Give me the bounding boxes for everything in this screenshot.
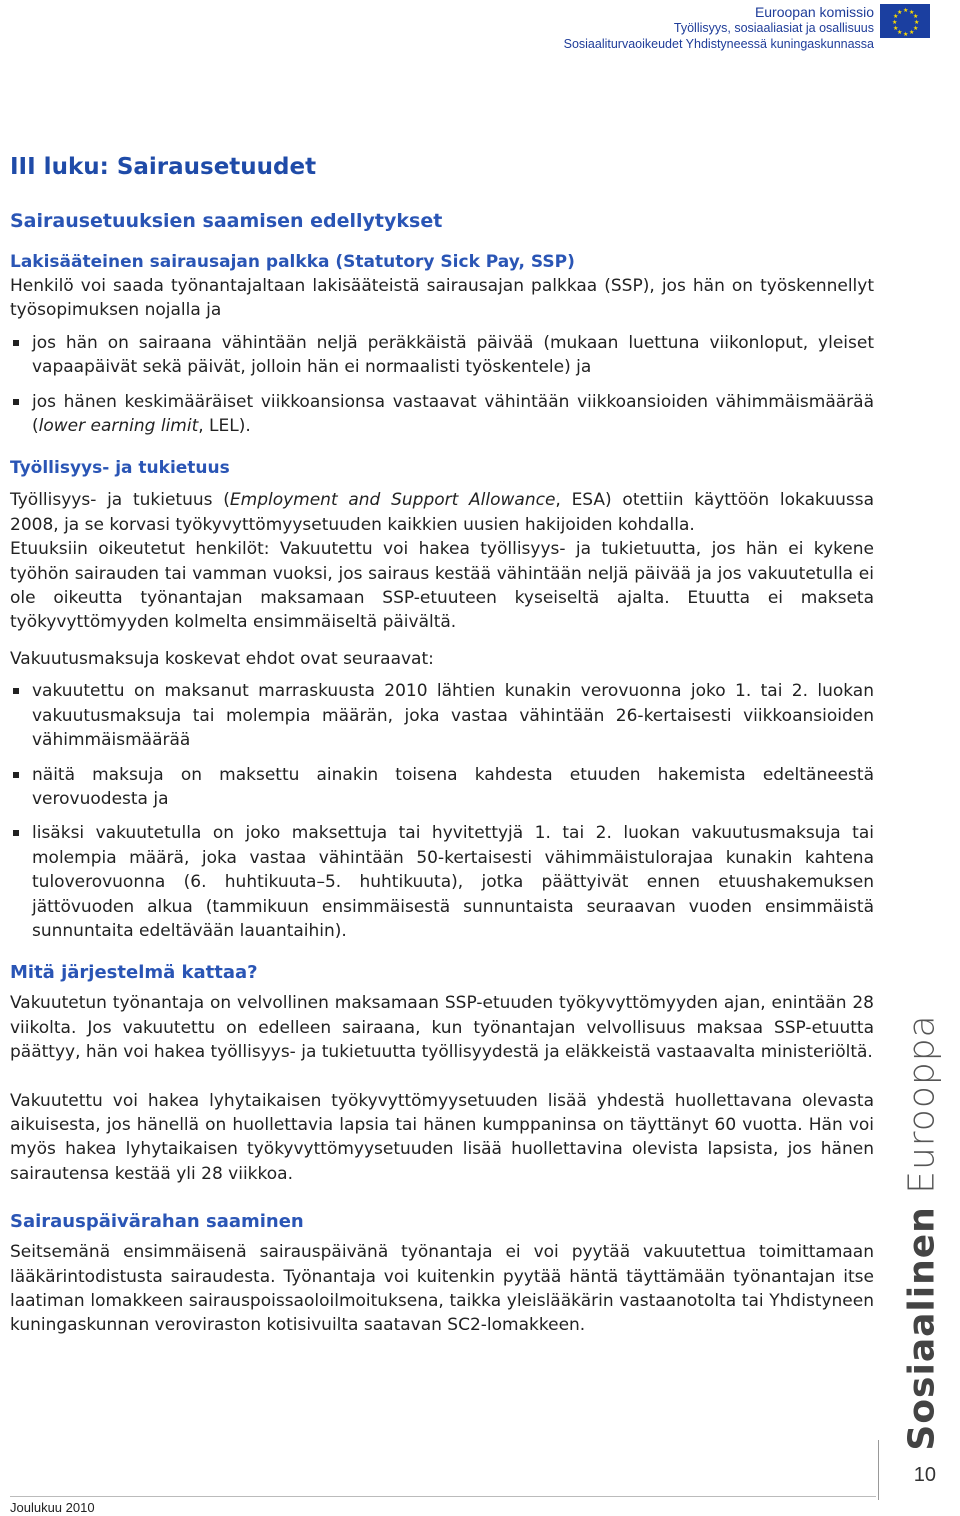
svg-text:★: ★ <box>903 31 909 38</box>
bullet-list <box>10 679 874 943</box>
header-org: Euroopan komissio <box>754 4 874 20</box>
subsection-heading: Työllisyys- ja tukietuus <box>10 458 230 479</box>
svg-text:★: ★ <box>903 7 909 14</box>
svg-text:★: ★ <box>909 29 915 36</box>
svg-text:★: ★ <box>897 9 903 16</box>
subsection-heading: Lakisääteinen sairausajan palkka (Statutory Sick Pay, SSP) <box>10 252 575 272</box>
section-title: Sairauspäivärahan saaminen <box>10 1211 304 1233</box>
brand-logo: Sosiaalinen Eurooppa <box>901 1013 943 1451</box>
svg-text:★: ★ <box>914 19 920 26</box>
list-item: lisäksi vakuutetulla on joko maksettuja tai hyvitettyjä 1. tai 2. luokan vakuutusmaksuja tai molempia määrä, joka vastaa vähintään 50-kertaisesti vähimmäistulorajaa kunakin kahtena tuloverovuonna (6. huhtikuuta–5. huhtikuuta), jotka päättyivät ennen etuushakemuksen jättövuoden alkua (tammikuun ensimmäisestä sunnuntaista seuraavan vuoden ensimmäistä sunnuntaita edeltävään lauantaihin). <box>10 821 874 943</box>
paragraph: Henkilö voi saada työnantajaltaan lakisääteistä sairausajan palkkaa (SSP), jos hän on työskennellyt työsopimuksen nojalla ja <box>10 276 874 321</box>
list-item: näitä maksuja on maksettu ainakin toisena kahdesta etuuden hakemista edeltäneestä verovuodesta ja <box>10 763 874 812</box>
paragraph: Vakuutusmaksuja koskevat ehdot ovat seuraavat: <box>10 648 434 669</box>
paragraph: Seitsemänä ensimmäisenä sairauspäivänä työnantaja ei voi pyytää vakuutettua toimittamaan lääkärintodistusta sairaudesta. Työnantaja voi kuitenkin pyytää häntä täyttämään työnantajan itse laatiman lomakkeen sairauspoissaoloilmoituksena, taikka yleislääkärin vastaanotolta tai Yhdistyneen kuningaskunnan veroviraston kotisivuilta saatavan SC2-lomakkeen. <box>10 1242 874 1336</box>
main-content <box>10 152 874 1338</box>
svg-text:★: ★ <box>913 25 919 32</box>
svg-text:★: ★ <box>913 13 919 20</box>
list-item: jos hän on sairaana vähintään neljä peräkkäistä päivää (mukaan luettuna viikonloput, yleiset vapaapäivät sekä päivät, jolloin hän ei normaalisti työskentele) ja <box>10 331 874 380</box>
svg-text:★: ★ <box>893 13 899 20</box>
header-dept: Työllisyys, sosiaaliasiat ja osallisuus <box>673 21 874 35</box>
chapter-title: III luku: Sairausetuudet <box>10 154 317 180</box>
paragraph: Etuuksiin oikeutetut henkilöt: Vakuutettu voi hakea työllisyys- ja tukietuutta, jos hän ei kykene työhön sairauden tai vamman vuoksi, jos sairaus kestää vähintään neljä päivää ja jos vakuutetulla ei ole oikeutta työnantajan maksamaan SSP-etuuteen kyseiseltä ajalta. Etuutta ei makseta työkyvyttömyyden kolmelta ensimmäiseltä päivältä. <box>10 539 874 633</box>
svg-text:★: ★ <box>893 25 899 32</box>
eu-flag-icon <box>880 4 930 38</box>
section-title: Sairausetuuksien saamisen edellytykset <box>10 210 443 232</box>
section-title: Mitä järjestelmä kattaa? <box>10 962 258 984</box>
paragraph: Vakuutettu voi hakea lyhytaikaisen työkyvyttömyysetuuden lisää yhdestä huollettavana olevasta aikuisesta, jos hänellä on huollettavia lapsia tai hänen kumppaninsa on täyttänyt 60 vuotta. Hän voi myös hakea lyhytaikaisen työkyvyttömyysetuuden lisää huollettavina olevista lapsista, jos hänen sairautensa kestää yli 28 viikkoa. <box>10 1090 874 1184</box>
page-number: 10 <box>913 1464 936 1486</box>
paragraph: Vakuutetun työnantaja on velvollinen maksamaan SSP-etuuden työkyvyttömyyden ajan, enintään 28 viikolta. Jos vakuutettu on edelleen sairaana, kun työnantajan velvollisuus maksaa SSP-etuutta päättyy, hän voi hakea työllisyys- ja tukietuutta työllisyydestä ja eläkkeistä vastaavalta ministeriöltä. <box>10 993 874 1063</box>
svg-text:★: ★ <box>892 19 898 26</box>
list-item: vakuutettu on maksanut marraskuusta 2010 lähtien kunakin verovuonna joko 1. tai 2. luokan vakuutusmaksuja tai molempia määrän, joka vastaa vähintään 26-kertaisesti viikkoansioiden vähimmäismäärää <box>10 679 874 752</box>
footer-date: Joulukuu 2010 <box>10 1500 95 1515</box>
svg-text:★: ★ <box>897 29 903 36</box>
header-topic: Sosiaaliturvaoikeudet Yhdistyneessä kuningaskunnassa <box>563 37 874 51</box>
list-item: jos hänen keskimääräiset viikkoansionsa vastaavat vähintään viikkoansioiden vähimmäismäärää (lower earning limit, LEL). <box>10 390 874 439</box>
svg-text:★: ★ <box>909 9 915 16</box>
bullet-list <box>10 331 874 439</box>
document-header <box>564 4 874 52</box>
paragraph: Työllisyys- ja tukietuus (Employment and Support Allowance, ESA) otettiin käyttöön lokakuussa 2008, ja se korvasi työkyvyttömyysetuuden kaikkien uusien hakijoiden kohdalla. <box>10 490 875 535</box>
